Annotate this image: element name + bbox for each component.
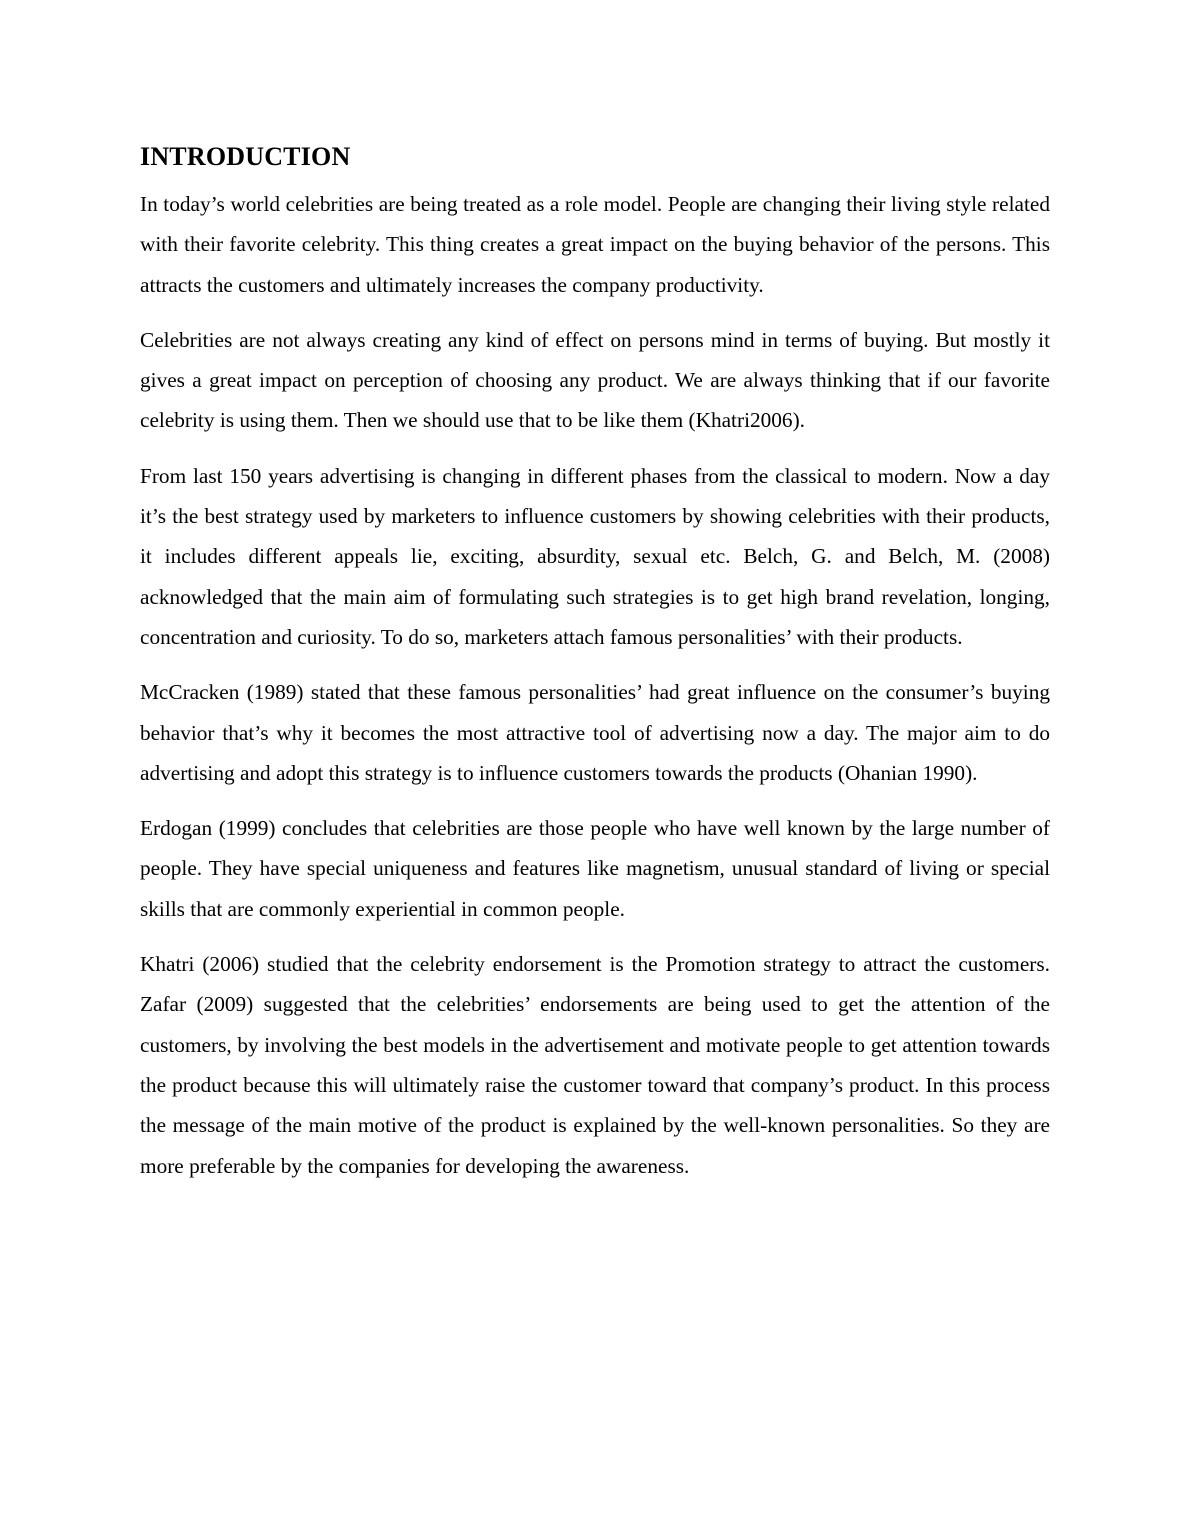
paragraph-3: From last 150 years advertising is changing in different phases from the classical to modern. Now a day it’s the best strategy used by marketers to influence customers by showing celebrities with their products, it includes different appeals lie, exciting, absurdity, sexual etc. Belch, G. and Belch, M. (2008) acknowledged that the main aim of formulating such strategies is to get high brand revelation, longing, concentration and curiosity. To do so, marketers attach famous personalities’ with their products.: [140, 463, 1050, 649]
paragraph-1: In today’s world celebrities are being treated as a role model. People are changing their living style related with their favorite celebrity. This thing creates a great impact on the buying behavior of the persons. This attracts the customers and ultimately increases the company productivity.: [140, 192, 1050, 297]
document-page: [140, 140, 1050, 1201]
page-title: INTRODUCTION: [140, 142, 351, 171]
paragraph-4: McCracken (1989) stated that these famous personalities’ had great influence on the consumer’s buying behavior that’s why it becomes the most attractive tool of advertising now a day. The major aim to do advertising and adopt this strategy is to influence customers towards the products (Ohanian 1990).: [140, 680, 1050, 785]
paragraph-2: Celebrities are not always creating any kind of effect on persons mind in terms of buying. But mostly it gives a great impact on perception of choosing any product. We are always thinking that if our favorite celebrity is using them. Then we should use that to be like them (Khatri2006).: [140, 327, 1050, 433]
paragraph-5: Erdogan (1999) concludes that celebrities are those people who have well known by the large number of people. They have special uniqueness and features like magnetism, unusual standard of living or special skills that are commonly experiential in common people.: [140, 816, 1050, 921]
paragraph-6: Khatri (2006) studied that the celebrity endorsement is the Promotion strategy to attract the customers. Zafar (2009) suggested that the celebrities’ endorsements are being used to get the attention of the customers, by involving the best models in the advertisement and motivate people to get attention towards the product because this will ultimately raise the customer toward that company’s product. In this process the message of the main motive of the product is explained by the well-known personalities. So they are more preferable by the companies for developing the awareness.: [140, 952, 1050, 1178]
